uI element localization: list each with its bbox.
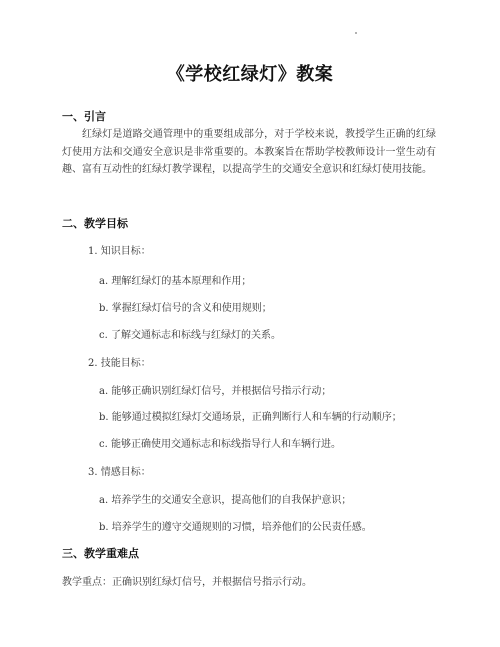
page-mark <box>355 32 357 34</box>
list-item: b. 培养学生的遵守交通规则的习惯，培养他们的公民责任感。 <box>99 522 372 533</box>
section-heading-key-points: 三、教学重难点 <box>62 547 139 560</box>
document-title: 《学校红绿灯》教案 <box>166 64 334 85</box>
introduction-paragraph: 红绿灯是道路交通管理中的重要组成部分，对于学校来说，教授学生正确的红绿灯使用方法和交通安全意识是非常重要的。本教案旨在帮助学校教师设计一堂生动有趣、富有互动性的红绿灯教学课程，以提高学生的交通安全意识和红绿灯使用技能。 <box>62 129 436 175</box>
goal-emotion-label: 3. 情感目标： <box>88 467 151 478</box>
goal-knowledge-label: 1. 知识目标： <box>88 246 151 257</box>
goal-skill-label: 2. 技能目标： <box>88 358 151 369</box>
list-item: b. 能够通过模拟红绿灯交通场景，正确判断行人和车辆的行动顺序； <box>99 412 402 423</box>
section-heading-introduction: 一、引言 <box>62 110 106 123</box>
list-item: a. 理解红绿灯的基本原理和作用； <box>99 276 252 287</box>
list-item: c. 能够正确使用交通标志和标线指导行人和车辆行进。 <box>99 439 341 450</box>
list-item: a. 能够正确识别红绿灯信号，并根据信号指示行动； <box>99 386 332 397</box>
list-item: c. 了解交通标志和标线与红绿灯的关系。 <box>99 330 281 341</box>
list-item: a. 培养学生的交通安全意识，提高他们的自我保护意识； <box>99 495 352 506</box>
list-item: b. 掌握红绿灯信号的含义和使用规则； <box>99 303 272 314</box>
teaching-focus-text: 教学重点：正确识别红绿灯信号，并根据信号指示行动。 <box>62 577 312 588</box>
section-heading-teaching-goals: 二、教学目标 <box>62 217 128 230</box>
